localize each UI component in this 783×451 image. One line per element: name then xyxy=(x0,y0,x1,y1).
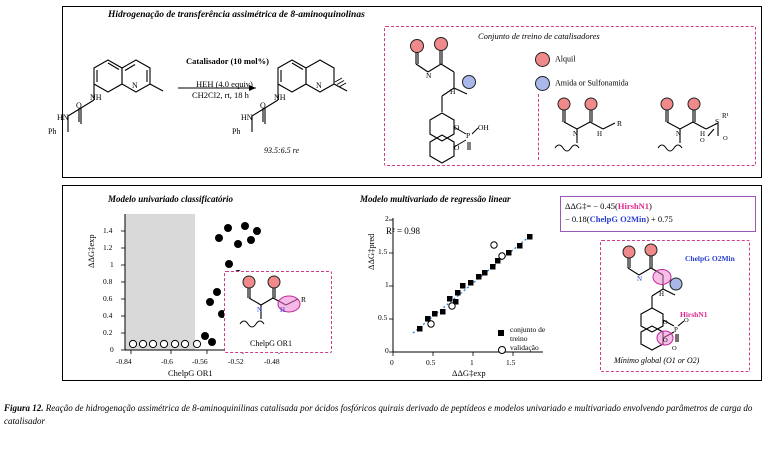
svg-text:O: O xyxy=(260,101,266,110)
ytick-1: 1 xyxy=(110,260,114,269)
figure-caption xyxy=(4,402,774,428)
catalyst-box-title: Conjunto de treino de catalisadores xyxy=(478,31,600,41)
xtick-056: -0.56 xyxy=(192,357,208,366)
svg-text:O: O xyxy=(663,319,668,326)
xtick-052: -0.52 xyxy=(228,357,244,366)
equation-term1: HirshN1 xyxy=(617,201,650,211)
chart-right-title: Modelo multivariado de regressão linear xyxy=(360,194,511,204)
ytick-12: 1.2 xyxy=(103,243,113,252)
svg-text:R: R xyxy=(617,119,623,128)
chart-left-inset-label: ChelpG OR1 xyxy=(250,339,292,348)
catalyst-fragment-sulfonamide xyxy=(648,96,752,162)
svg-text:NH: NH xyxy=(274,93,286,102)
scheme-title: Hidrogenação de transferência assimétrica de 8-aminoquinolinas xyxy=(108,10,365,20)
svg-text:O: O xyxy=(454,143,460,152)
svg-text:H: H xyxy=(659,290,665,298)
svg-text:N: N xyxy=(257,306,263,314)
catalyst-structure-main xyxy=(392,34,542,164)
equation-part1: ΔΔG‡= − 0.45( xyxy=(565,201,618,211)
figure-caption-text: Reação de hidrogenação assimétrica de 8-aminoquinilinas catalisada por ácidos fosfóricos quirais derivado de peptídeos e modelos univariado e multivariado envolvendo parâmetros de carga do catalisador xyxy=(4,403,753,426)
inset-label-hirsh: HirshN1 xyxy=(680,310,708,319)
svg-text:N: N xyxy=(637,275,643,283)
svg-text:N: N xyxy=(132,81,138,90)
right-ytick-05: 0.5 xyxy=(378,313,388,322)
svg-text:HN: HN xyxy=(57,113,69,122)
equation-part4: ) + 0.75 xyxy=(646,214,673,224)
svg-text:H: H xyxy=(700,130,706,138)
legend-alquil-label: Alquil xyxy=(555,54,576,64)
regression-equation-box xyxy=(560,196,756,232)
inset-label-chelpg: ChelpG O2Min xyxy=(685,254,735,263)
shaded-region xyxy=(125,214,195,350)
legend-train-line2: treino xyxy=(510,334,528,343)
catalyst-box-divider xyxy=(538,94,539,160)
chart-left-xlabel: ChelpG OR1 xyxy=(168,368,213,378)
figure-caption-label: Figura 12. xyxy=(4,403,44,413)
svg-text:O: O xyxy=(76,101,82,110)
svg-text:Ph: Ph xyxy=(232,127,241,136)
svg-text:O: O xyxy=(454,123,460,132)
chart-right-xlabel: ΔΔG‡exp xyxy=(452,368,486,378)
inset-caption: Mínimo global (O1 or O2) xyxy=(614,356,700,365)
legend-marker-train xyxy=(498,330,504,336)
xtick-048: -0.48 xyxy=(264,357,280,366)
svg-text:H: H xyxy=(597,130,603,138)
ytick-14: 1.4 xyxy=(103,226,113,235)
svg-text:O: O xyxy=(663,337,668,344)
svg-text:S: S xyxy=(715,117,720,126)
svg-text:H: H xyxy=(280,306,286,314)
chelpg-or1-structure xyxy=(228,274,328,336)
conditions-line-2: HEH (4.0 equiv) xyxy=(196,79,253,89)
svg-text:R: R xyxy=(301,295,307,304)
svg-text:N: N xyxy=(426,71,432,80)
ytick-06: 0.6 xyxy=(103,294,113,303)
legend-amida xyxy=(535,76,628,91)
legend-amida-label: Amida or Sulfonamida xyxy=(555,78,629,88)
chart-left-title: Modelo univariado classificatório xyxy=(108,194,234,204)
equation-part3: − 0.18( xyxy=(565,214,590,224)
conditions-line-1: Catalisador (10 mol%) xyxy=(186,56,269,66)
right-xtick-0: 0 xyxy=(390,358,394,367)
svg-text:H: H xyxy=(450,87,456,96)
product-er-note: 93.5:6.5 re xyxy=(264,146,300,155)
chart-left-ylabel: ΔΔG‡exp xyxy=(86,234,96,268)
svg-text:NH: NH xyxy=(90,93,102,102)
ytick-08: 0.8 xyxy=(103,277,113,286)
svg-text:O: O xyxy=(723,135,728,142)
right-ytick-0: 0 xyxy=(385,346,389,355)
right-ytick-2: 2 xyxy=(385,214,389,223)
svg-text:P: P xyxy=(466,131,471,140)
xtick-084: -0.84 xyxy=(116,357,132,366)
right-ytick-1: 1 xyxy=(385,280,389,289)
svg-text:HN: HN xyxy=(241,113,253,122)
equation-term2: ChelpG O2Min xyxy=(589,214,647,224)
svg-text:Ph: Ph xyxy=(48,127,57,136)
svg-text:OH: OH xyxy=(478,123,489,132)
legend-validation-label: validação xyxy=(510,343,539,352)
ytick-0: 0 xyxy=(110,345,114,354)
svg-text:R¹: R¹ xyxy=(722,112,729,120)
svg-text:O: O xyxy=(684,317,689,324)
right-xtick-15: 1.5 xyxy=(506,358,516,367)
ytick-02: 0.2 xyxy=(103,328,113,337)
svg-text:O: O xyxy=(700,137,705,144)
conditions-line-3: CH2Cl2, rt, 18 h xyxy=(192,90,249,100)
r-squared-annotation: R² = 0.98 xyxy=(386,226,421,236)
svg-text:N: N xyxy=(316,81,322,90)
right-xtick-1: 1 xyxy=(470,358,474,367)
xtick-06: -0.6 xyxy=(161,357,173,366)
svg-text:N: N xyxy=(573,130,579,138)
svg-text:O: O xyxy=(672,345,677,352)
catalyst-fragment-amide xyxy=(545,96,645,162)
right-xtick-05: 0.5 xyxy=(426,358,436,367)
chart-right-ylabel: ΔΔG‡pred xyxy=(366,233,376,270)
right-ytick-15: 1.5 xyxy=(378,247,388,256)
equation-part2: ) xyxy=(649,201,652,211)
legend-train-line1: conjunto de xyxy=(510,325,546,334)
ytick-04: 0.4 xyxy=(103,311,113,320)
legend-marker-validation xyxy=(498,346,506,354)
svg-text:N: N xyxy=(676,130,682,138)
multivariate-regression-chart xyxy=(363,212,563,380)
svg-text:P: P xyxy=(674,326,678,334)
